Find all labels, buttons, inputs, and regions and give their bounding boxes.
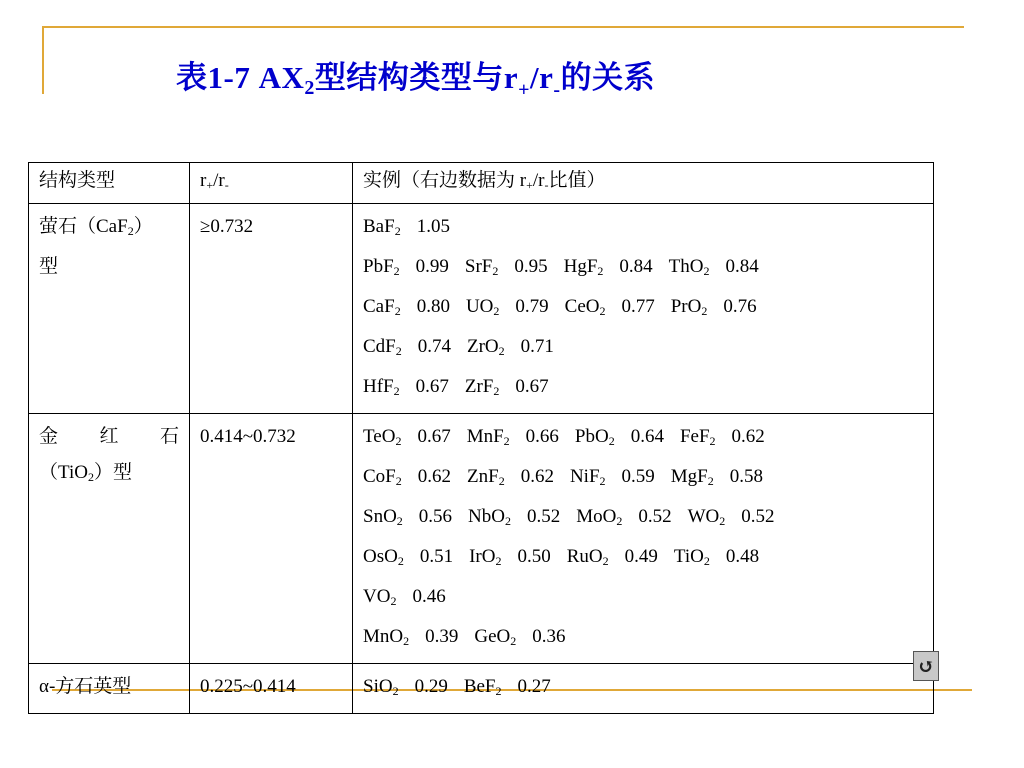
ratio-value: 0.77 [621,296,655,317]
example-item [363,499,452,539]
example-item [363,289,450,329]
example-item [474,619,565,659]
example-item [465,249,548,289]
formula-subscript: 2 [390,594,397,608]
formula: TeO [363,426,396,447]
example-line [363,419,923,459]
ratio-value: 0.76 [723,296,757,317]
ratio-value: 0.52 [638,506,672,527]
formula: CdF [363,336,396,357]
examples-cell [353,664,934,714]
ratio-value: 0.62 [731,426,765,447]
table-row [29,204,934,414]
formula: PbO [574,426,609,447]
formula-subscript: 2 [394,304,401,318]
example-item [363,419,451,459]
formula: UO [465,296,494,317]
formula-subscript: 2 [709,434,716,448]
formula-subscript: 2 [396,514,403,528]
ratio-value: 0.62 [520,466,554,487]
formula-subscript: 2 [599,474,606,488]
example-item [565,289,655,329]
frame-top-line [44,26,964,28]
example-item [466,289,549,329]
example-item [363,579,446,619]
example-line [363,579,923,619]
formula-subscript: 2 [701,304,708,318]
formula-subscript: 2 [498,474,505,488]
example-item [570,459,655,499]
example-item [363,209,450,249]
table-header-row [29,163,934,204]
example-item [363,619,458,659]
formula-subscript: 2 [719,514,726,528]
formula-subscript: 2 [505,514,511,528]
formula-subscript: 2 [616,514,623,528]
ratio-value: 1.05 [416,216,450,237]
example-line [363,459,923,499]
formula-subscript: 2 [707,474,714,488]
formula: MgF [670,466,708,487]
ratio-value: 0.71 [520,336,554,357]
formula-subscript: 2 [395,474,402,488]
example-item [671,289,757,329]
ratio-value: 0.66 [525,426,559,447]
ratio-value: 0.48 [725,546,760,567]
example-item [671,459,763,499]
example-item [576,499,671,539]
example-item [469,539,551,579]
ratio-value: 0.79 [515,296,549,317]
frame-left-line [42,26,44,94]
example-item [467,419,559,459]
example-item [464,669,551,709]
formula: TiO [673,546,704,567]
example-line [363,539,923,579]
example-item [669,249,759,289]
formula-subscript: 2 [703,264,710,278]
example-line [363,209,923,249]
formula-subscript: 2 [599,304,606,318]
formula: CoF [363,466,396,487]
formula-subscript: 2 [597,264,604,278]
formula: ZrO [467,336,499,357]
formula: IrO [469,546,496,567]
formula-subscript: 2 [493,384,500,398]
formula-subscript: 2 [397,554,404,568]
ratio-value: 0.99 [415,256,449,277]
formula: ZrF [464,376,494,397]
ratio-cell: 0.225~0.414 [190,664,353,714]
example-line [363,669,923,709]
example-line [363,289,923,329]
example-line [363,499,923,539]
formula-subscript: 2 [395,344,402,358]
ratio-value: 0.64 [630,426,664,447]
formula: BaF [363,216,395,237]
header-ratio: $r_+/r_-$ [190,163,353,204]
formula: CeO [564,296,600,317]
page-title: 表1-7 $AX_2$型结构类型与$r_+/r_-$的关系 [176,60,656,101]
formula: SiO [363,676,393,697]
ratio-value: 0.39 [425,626,459,647]
formula-subscript: 2 [493,304,500,318]
ratio-value: 0.95 [514,256,548,277]
ratio-value: 0.50 [517,546,551,567]
ratio-table [28,162,934,714]
example-item [363,329,451,369]
formula: PrO [670,296,702,317]
ratio-value: 0.46 [412,586,446,607]
formula-subscript: 2 [392,684,399,698]
example-item [564,249,653,289]
formula: SrF [464,256,493,277]
table-row [29,664,934,714]
ratio-value: 0.67 [417,426,451,447]
formula: RuO [566,546,603,567]
example-line [363,619,923,659]
formula: ThO [668,256,704,277]
type-cell: 萤石（CaF$_2$） 型 [29,204,190,414]
formula-subscript: 2 [495,684,502,698]
example-item [575,419,664,459]
return-arrow-icon: ↺ [917,655,935,678]
formula: VO [363,586,391,607]
ratio-cell: 0.414~0.732 [190,414,353,664]
back-button[interactable] [913,651,939,681]
ratio-value: 0.51 [419,546,454,567]
formula: HfF [363,376,394,397]
formula: FeF [679,426,710,447]
formula: PbF [363,256,394,277]
ratio-value: 0.52 [527,506,561,527]
example-item [363,539,453,579]
example-item [465,369,549,409]
ratio-cell: ≥0.732 [190,204,353,414]
example-line [363,249,923,289]
ratio-value: 0.29 [414,676,448,697]
formula-subscript: 2 [393,384,400,398]
formula-subscript: 2 [608,434,615,448]
ratio-value: 0.80 [416,296,450,317]
formula-subscript: 2 [393,264,400,278]
formula: CaF [363,296,395,317]
example-item [688,499,775,539]
formula: NbO [468,506,505,527]
ratio-value: 0.84 [725,256,759,277]
ratio-value: 0.67 [515,376,549,397]
header-examples: 实例（右边数据为 $r_+/r_-$比值） [353,163,934,204]
header-type: 结构类型 [29,163,190,204]
formula: SnO [363,506,397,527]
ratio-value: 0.49 [624,546,658,567]
formula-subscript: 2 [503,434,510,448]
formula: GeO [474,626,511,647]
formula-subscript: 2 [403,634,410,648]
ratio-value: 0.27 [517,676,551,697]
table-row [29,414,934,664]
example-item [674,539,759,579]
example-item [363,669,448,709]
formula: MoO [576,506,617,527]
formula-subscript: 2 [602,554,609,568]
example-item [468,499,560,539]
formula-subscript: 2 [395,434,402,448]
ratio-value: 0.58 [729,466,763,487]
example-item [567,539,658,579]
ratio-value: 0.59 [621,466,655,487]
example-line [363,329,923,369]
formula: HgF [563,256,598,277]
formula-subscript: 2 [703,554,710,568]
formula: MnF [466,426,504,447]
ratio-value: 0.56 [418,506,453,527]
example-item [363,459,451,499]
formula-subscript: 2 [498,344,505,358]
formula: NiF [569,466,600,487]
type-cell: 金 红 石 （TiO$_2$）型 [29,414,190,664]
ratio-value: 0.74 [417,336,451,357]
ratio-value: 0.84 [619,256,653,277]
formula-subscript: 2 [495,554,502,568]
formula: ZnF [467,466,499,487]
ratio-value: 0.52 [741,506,775,527]
ratio-value: 0.36 [532,626,566,647]
formula-subscript: 2 [492,264,499,278]
example-item [467,459,554,499]
examples-cell [353,204,934,414]
formula: MnO [363,626,404,647]
ratio-value: 0.62 [417,466,451,487]
example-item [680,419,765,459]
example-line [363,369,923,409]
example-item [363,249,449,289]
example-item [467,329,554,369]
formula: BeF [463,676,496,697]
examples-cell [353,414,934,664]
example-item [363,369,449,409]
formula-subscript: 2 [510,634,517,648]
formula: OsO [363,546,398,567]
formula-subscript: 2 [394,224,401,238]
ratio-value: 0.67 [415,376,449,397]
formula: WO [687,506,720,527]
type-cell: α-方石英型 [29,664,190,714]
